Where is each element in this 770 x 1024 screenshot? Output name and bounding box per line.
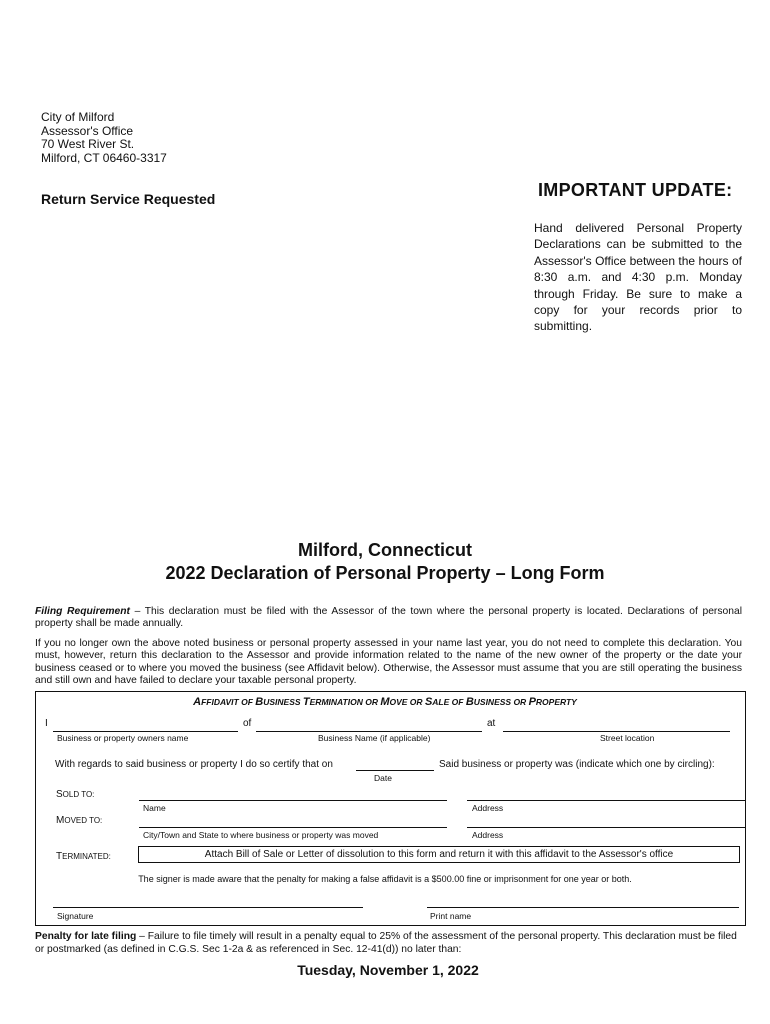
no-longer-own-paragraph: If you no longer own the above noted business or personal property assessed in your name last year, you do not need to complete this declaration. You must, however, return this declaration to the Assessor and provide information related to the name of the new owner of the property or the date your business ceased or to where you moved the business (see Affidavit below). Otherwise, the Assessor must assume that you are still operating the business and still own and have failed to declare your taxable personal property. — [35, 638, 742, 687]
affidavit-title-part: S — [424, 696, 433, 708]
filing-requirement-label: Filing Requirement — [35, 606, 130, 617]
affidavit-title-part: P — [528, 696, 536, 708]
filing-requirement-text: – This declaration must be filed with the Assessor of the town where the personal property is located. Declarations of personal property shall be made annually. — [35, 606, 742, 630]
moved-to-city-field[interactable] — [139, 827, 447, 828]
important-update-title: IMPORTANT UPDATE: — [538, 180, 733, 200]
affidavit-title-part: B — [465, 696, 474, 708]
page-title-form: 2022 Declaration of Personal Property – Long Form — [165, 563, 605, 583]
i-label: I — [45, 718, 48, 729]
affidavit-title-part: ALE OF — [432, 697, 466, 707]
signature-field[interactable] — [53, 907, 363, 908]
moved-to-label-part: M — [56, 815, 65, 826]
affidavit-title-part: USINESS OR — [473, 697, 529, 707]
affidavit-title-part: ERMINATION OR — [309, 697, 381, 707]
said-business-text: Said business or property was (indicate which one by circling): — [439, 759, 715, 770]
name-caption: Name — [143, 803, 166, 813]
address-line-1: City of Milford — [41, 110, 115, 124]
terminated-label-part: ERMINATED: — [62, 852, 111, 861]
street-location-field[interactable] — [503, 731, 730, 732]
city-state-caption: City/Town and State to where business or property was moved — [143, 830, 379, 840]
affidavit-title — [0, 696, 770, 708]
affidavit-title-part: OVE OR — [389, 697, 425, 707]
penalty-paragraph — [35, 930, 742, 956]
business-name-field[interactable] — [256, 731, 482, 732]
affidavit-title-part: B — [255, 696, 264, 708]
affidavit-title-part: A — [193, 696, 202, 708]
sold-to-name-field[interactable] — [139, 800, 447, 801]
moved-to-address-field[interactable] — [467, 827, 746, 828]
business-name-caption: Business Name (if applicable) — [318, 733, 431, 743]
date-field[interactable] — [356, 770, 434, 771]
terminated-instruction-box: Attach Bill of Sale or Letter of dissolution to this form and return it with this affidavit to the Assessor's office — [138, 846, 740, 863]
false-affidavit-notice: The signer is made aware that the penalty for making a false affidavit is a $500.00 fine or imprisonment for one year or both. — [138, 874, 632, 884]
sold-to-address-field[interactable] — [467, 800, 746, 801]
sold-to-label-part: OLD TO: — [62, 790, 95, 799]
return-address — [41, 111, 167, 165]
affidavit-title-part: T — [302, 696, 310, 708]
address-line-3: 70 West River St. — [41, 137, 135, 151]
moved-to-label-part: OVED TO: — [64, 816, 103, 825]
address-line-4: Milford, CT 06460-3317 — [41, 150, 167, 165]
moved-to-label — [56, 815, 102, 826]
terminated-label-part: T — [56, 851, 63, 862]
affidavit-box — [35, 691, 746, 926]
return-service-requested: Return Service Requested — [41, 191, 216, 207]
sold-to-label — [56, 789, 94, 800]
owner-name-field[interactable] — [53, 731, 238, 732]
sold-to-label-part: S — [56, 789, 63, 800]
print-name-caption: Print name — [430, 911, 472, 921]
affidavit-title-part: ROPERTY — [535, 697, 577, 707]
affidavit-title-part: FFIDAVIT OF — [201, 697, 256, 707]
address-line-2: Assessor's Office — [41, 123, 134, 138]
at-label: at — [487, 718, 496, 729]
signature-caption: Signature — [57, 911, 94, 921]
page-title-city: Milford, Connecticut — [298, 540, 472, 560]
filing-requirement-paragraph — [35, 606, 742, 631]
important-update-body: Hand delivered Personal Property Declarations can be submitted to the Assessor's Office between the hours of 8:30 a.m. and 4:30 p.m. Monday through Friday. Be sure to make a copy for your records prior to submitting. — [534, 221, 742, 334]
penalty-label: Penalty for late filing — [35, 931, 137, 942]
street-location-caption: Street location — [600, 733, 655, 743]
of-label: of — [243, 718, 252, 729]
owner-name-caption: Business or property owners name — [57, 733, 189, 743]
certify-text: With regards to said business or property I do so certify that on — [55, 759, 333, 770]
affidavit-title-part: M — [380, 696, 390, 708]
address-caption-2: Address — [472, 830, 504, 840]
penalty-text: – Failure to file timely will result in a penalty equal to 25% of the assessment of the personal property. This declaration must be filed or postmarked (as defined in C.G.S. Sec 1-2a & as referenced in Sec. 12-41(d)) no later than: — [35, 931, 737, 955]
address-caption: Address — [472, 803, 504, 813]
date-caption: Date — [374, 773, 392, 783]
filing-deadline: Tuesday, November 1, 2022 — [297, 962, 479, 978]
affidavit-title-part: USINESS — [263, 697, 303, 707]
terminated-label — [56, 851, 111, 862]
print-name-field[interactable] — [427, 907, 739, 908]
